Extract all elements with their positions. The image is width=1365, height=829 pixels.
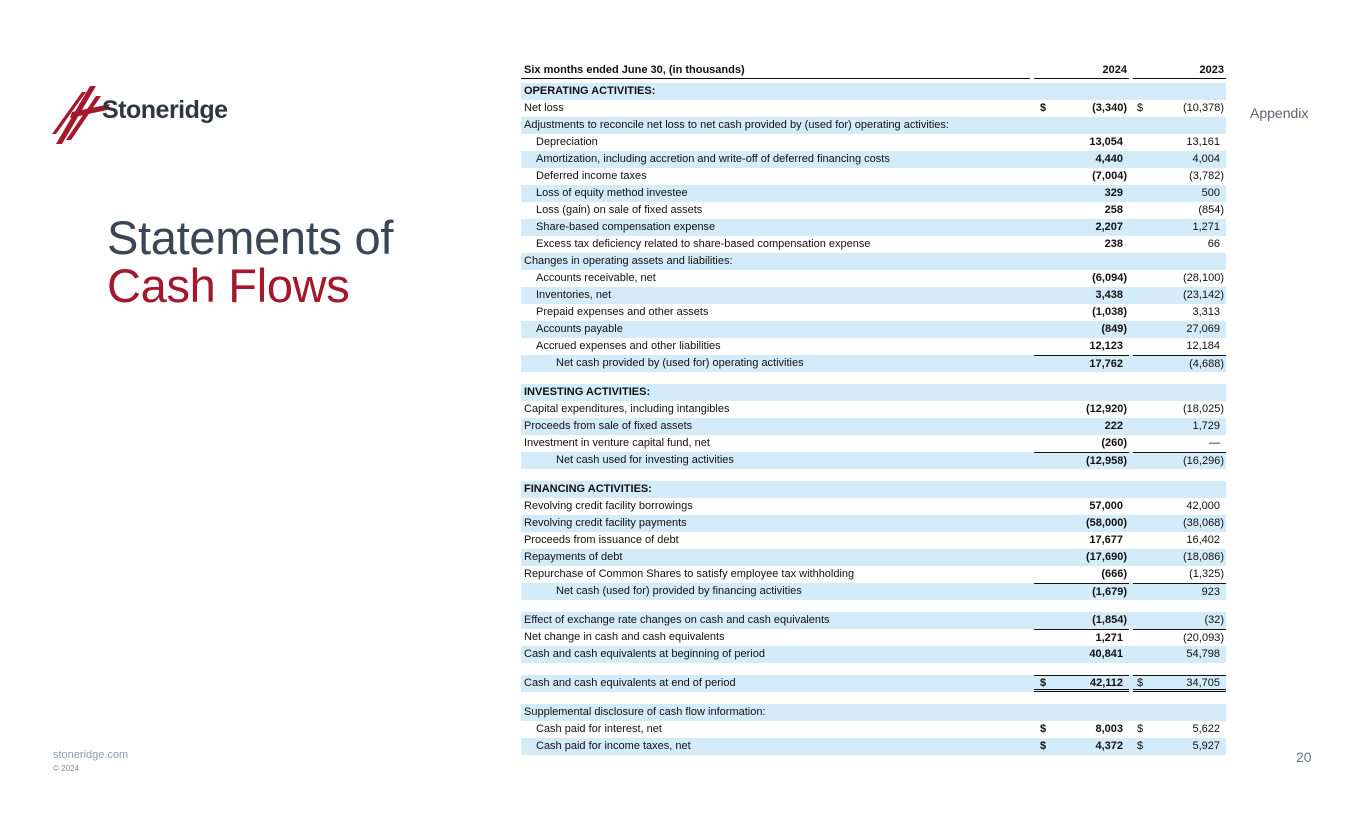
dollar-sign: $: [1040, 102, 1047, 114]
cell-value: (28,100): [1183, 272, 1224, 284]
row-label: Accrued expenses and other liabilities: [536, 340, 721, 352]
row-spacer: [521, 663, 1226, 675]
row-label: Revolving credit facility borrowings: [524, 500, 693, 512]
cell-value: (1,854): [1092, 614, 1127, 626]
slide-title: [107, 211, 394, 312]
table-total-row: [521, 355, 1226, 372]
cell-value: 42,112: [1089, 677, 1123, 689]
table-row: [521, 612, 1226, 629]
row-label: Cash and cash equivalents at beginning of period: [524, 648, 765, 660]
cell-value: (260): [1101, 437, 1127, 449]
value-2024: [1034, 151, 1129, 168]
table-row: [521, 270, 1226, 287]
value-2024: [1034, 100, 1129, 117]
row-label: Net cash used for investing activities: [556, 454, 734, 466]
value-2023: [1133, 612, 1226, 629]
footer-copyright: © 2024: [53, 764, 79, 773]
cell-value: (4,688): [1189, 358, 1224, 370]
value-2024: [1034, 515, 1129, 532]
table-row: [521, 401, 1226, 418]
cell-value: (849): [1101, 323, 1127, 335]
cell-value: 13,054: [1089, 136, 1123, 148]
cell-value: 66: [1207, 238, 1220, 250]
cell-value: 5,927: [1192, 740, 1220, 752]
cell-value: 5,622: [1192, 723, 1220, 735]
table-row: [521, 134, 1226, 151]
cell-value: —: [1209, 437, 1220, 449]
cell-value: (854): [1198, 204, 1224, 216]
value-2024: [1034, 236, 1129, 253]
table-row: [521, 675, 1226, 692]
value-2023: [1133, 219, 1226, 236]
value-2023: [1133, 721, 1226, 738]
cell-value: 57,000: [1089, 500, 1123, 512]
value-2024: [1034, 721, 1129, 738]
dollar-sign: $: [1137, 723, 1144, 735]
table-row: [521, 646, 1226, 663]
row-label: Proceeds from issuance of debt: [524, 534, 679, 546]
cell-value: 16,402: [1186, 534, 1220, 546]
row-label: Revolving credit facility payments: [524, 517, 687, 529]
cell-value: 238: [1104, 238, 1123, 250]
cell-value: 1,729: [1192, 420, 1220, 432]
value-2023: [1133, 134, 1226, 151]
table-body: [521, 83, 1226, 755]
cell-value: 3,438: [1095, 289, 1123, 301]
page-number: 20: [1296, 749, 1312, 765]
row-label: Loss of equity method investee: [536, 187, 688, 199]
row-spacer: [521, 372, 1226, 384]
row-spacer: [521, 469, 1226, 481]
row-label: Repayments of debt: [524, 551, 623, 563]
value-2023: [1133, 355, 1226, 373]
section-label: Appendix: [1250, 105, 1309, 121]
value-2023: [1133, 418, 1226, 435]
dollar-sign: $: [1137, 677, 1144, 689]
table-row: [521, 219, 1226, 236]
value-2023: [1133, 532, 1226, 549]
value-2023: [1133, 401, 1226, 418]
value-2024: [1034, 675, 1129, 692]
title-line-2: Cash Flows: [107, 259, 350, 312]
row-label: Inventories, net: [536, 289, 612, 301]
row-spacer: [521, 692, 1226, 704]
row-label: Cash paid for interest, net: [536, 723, 662, 735]
cell-value: 27,069: [1186, 323, 1220, 335]
row-label: Cash and cash equivalents at end of period: [524, 677, 736, 689]
cell-value: (32): [1204, 614, 1224, 626]
value-2023: [1133, 338, 1226, 355]
dollar-sign: $: [1137, 740, 1144, 752]
cell-value: (20,093): [1183, 632, 1224, 644]
table-header: [521, 62, 1226, 78]
cash-flow-table: [521, 62, 1226, 755]
value-2023: [1133, 287, 1226, 304]
value-2023: [1133, 675, 1226, 692]
value-2024: [1034, 738, 1129, 755]
value-2024: [1034, 202, 1129, 219]
table-row: [521, 100, 1226, 117]
cell-value: (1,325): [1189, 568, 1224, 580]
header-label: Six months ended June 30, (in thousands): [521, 62, 1030, 79]
row-label: Net cash provided by (used for) operating activities: [556, 357, 804, 369]
value-2023: [1133, 549, 1226, 566]
table-row: [521, 117, 1226, 134]
table-row: [521, 151, 1226, 168]
cell-value: (38,068): [1183, 517, 1224, 529]
value-2024: [1034, 134, 1129, 151]
value-2024: [1034, 338, 1129, 355]
row-label: Effect of exchange rate changes on cash and cash equivalents: [524, 614, 830, 626]
value-2023: [1133, 168, 1226, 185]
value-2024: [1034, 583, 1129, 601]
table-total-row: [521, 629, 1226, 646]
row-label: Capital expenditures, including intangibles: [524, 403, 730, 415]
cell-value: (58,000): [1086, 517, 1127, 529]
table-row: [521, 704, 1226, 721]
cell-value: (1,038): [1092, 306, 1127, 318]
cell-value: 500: [1201, 187, 1220, 199]
table-row: [521, 481, 1226, 498]
table-row: [521, 384, 1226, 401]
row-label: Cash paid for income taxes, net: [536, 740, 691, 752]
value-2024: [1034, 219, 1129, 236]
cell-value: (12,920): [1086, 403, 1127, 415]
dollar-sign: $: [1040, 723, 1047, 735]
table-row: [521, 185, 1226, 202]
table-row: [521, 435, 1226, 452]
value-2024: [1034, 418, 1129, 435]
cell-value: 12,184: [1186, 340, 1220, 352]
cell-value: (666): [1101, 568, 1127, 580]
value-2023: [1133, 583, 1226, 601]
cell-value: 34,705: [1186, 677, 1220, 689]
cell-value: (6,094): [1092, 272, 1127, 284]
table-row: [521, 738, 1226, 755]
cell-value: 17,677: [1089, 534, 1123, 546]
cell-value: 1,271: [1095, 632, 1123, 644]
row-label: Net cash (used for) provided by financing activities: [556, 585, 802, 597]
table-row: [521, 168, 1226, 185]
table-row: [521, 304, 1226, 321]
row-label: Changes in operating assets and liabilities:: [524, 255, 733, 267]
table-row: [521, 287, 1226, 304]
row-label: OPERATING ACTIVITIES:: [524, 85, 656, 97]
value-2024: [1034, 452, 1129, 470]
value-2024: [1034, 355, 1129, 373]
value-2023: [1133, 498, 1226, 515]
cell-value: 8,003: [1095, 723, 1123, 735]
table-row: [521, 202, 1226, 219]
table-row: [521, 418, 1226, 435]
value-2023: [1133, 452, 1226, 470]
row-label: Adjustments to reconcile net loss to net cash provided by (used for) operating activities:: [524, 119, 949, 131]
value-2024: [1034, 498, 1129, 515]
value-2024: [1034, 566, 1129, 583]
title-line-1: Statements of: [107, 211, 394, 264]
value-2023: [1133, 515, 1226, 532]
value-2023: [1133, 566, 1226, 583]
value-2024: [1034, 270, 1129, 287]
cell-value: (10,378): [1183, 102, 1224, 114]
cell-value: 13,161: [1186, 136, 1220, 148]
cell-value: 3,313: [1192, 306, 1220, 318]
row-label: Investment in venture capital fund, net: [524, 437, 710, 449]
cell-value: (18,086): [1183, 551, 1224, 563]
row-label: Prepaid expenses and other assets: [536, 306, 709, 318]
cell-value: 2,207: [1095, 221, 1123, 233]
value-2024: [1034, 435, 1129, 452]
value-2023: [1133, 629, 1226, 647]
row-label: INVESTING ACTIVITIES:: [524, 386, 651, 398]
value-2023: [1133, 151, 1226, 168]
cell-value: 42,000: [1186, 500, 1220, 512]
cell-value: 12,123: [1089, 340, 1123, 352]
row-label: Accounts payable: [536, 323, 623, 335]
row-label: Repurchase of Common Shares to satisfy employee tax withholding: [524, 568, 855, 580]
table-row: [521, 321, 1226, 338]
cell-value: (7,004): [1092, 170, 1127, 182]
table-row: [521, 515, 1226, 532]
value-2024: [1034, 532, 1129, 549]
value-2024: [1034, 401, 1129, 418]
row-label: Supplemental disclosure of cash flow information:: [524, 706, 766, 718]
cell-value: 17,762: [1089, 358, 1123, 370]
cell-value: (3,782): [1189, 170, 1224, 182]
table-total-row: [521, 583, 1226, 600]
dollar-sign: $: [1040, 740, 1047, 752]
cell-value: 4,440: [1095, 153, 1123, 165]
value-2023: [1133, 270, 1226, 287]
value-2023: [1133, 738, 1226, 755]
cell-value: (16,296): [1183, 455, 1224, 467]
value-2023: [1133, 236, 1226, 253]
table-row: [521, 236, 1226, 253]
cell-value: 4,372: [1095, 740, 1123, 752]
table-total-row: [521, 452, 1226, 469]
row-label: Accounts receivable, net: [536, 272, 656, 284]
cell-value: (3,340): [1092, 102, 1127, 114]
value-2024: [1034, 612, 1129, 629]
dollar-sign: $: [1040, 677, 1047, 689]
row-label: Depreciation: [536, 136, 598, 148]
value-2024: [1034, 185, 1129, 202]
value-2023: [1133, 100, 1226, 117]
row-label: Share-based compensation expense: [536, 221, 716, 233]
row-label: Loss (gain) on sale of fixed assets: [536, 204, 703, 216]
row-label: FINANCING ACTIVITIES:: [524, 483, 652, 495]
value-2024: [1034, 168, 1129, 185]
table-row: [521, 83, 1226, 100]
value-2024: [1034, 304, 1129, 321]
value-2023: [1133, 304, 1226, 321]
cell-value: 923: [1201, 586, 1220, 598]
cell-value: 258: [1104, 204, 1123, 216]
row-spacer: [521, 600, 1226, 612]
cell-value: 222: [1104, 420, 1123, 432]
cell-value: 4,004: [1192, 153, 1220, 165]
row-label: Net change in cash and cash equivalents: [524, 631, 725, 643]
value-2024: [1034, 321, 1129, 338]
cell-value: (17,690): [1086, 551, 1127, 563]
cell-value: (1,679): [1092, 586, 1127, 598]
header-2023: 2023: [1133, 62, 1226, 79]
cell-value: 1,271: [1192, 221, 1220, 233]
value-2024: [1034, 646, 1129, 663]
dollar-sign: $: [1137, 102, 1144, 114]
value-2024: [1034, 287, 1129, 304]
table-row: [521, 549, 1226, 566]
row-label: Excess tax deficiency related to share-based compensation expense: [536, 238, 871, 250]
row-label: Amortization, including accretion and write-off of deferred financing costs: [536, 153, 890, 165]
cell-value: (12,958): [1086, 455, 1127, 467]
row-label: Proceeds from sale of fixed assets: [524, 420, 693, 432]
svg-text:Stoneridge: Stoneridge: [102, 96, 228, 124]
row-label: Deferred income taxes: [536, 170, 647, 182]
cell-value: (23,142): [1183, 289, 1224, 301]
cell-value: 54,798: [1186, 648, 1220, 660]
stoneridge-logo: [52, 82, 228, 148]
cell-value: (18,025): [1183, 403, 1224, 415]
value-2023: [1133, 646, 1226, 663]
value-2024: [1034, 549, 1129, 566]
table-row: [521, 338, 1226, 355]
header-2024: 2024: [1034, 62, 1129, 79]
value-2023: [1133, 435, 1226, 452]
table-row: [521, 532, 1226, 549]
table-row: [521, 253, 1226, 270]
footer-website-link[interactable]: stoneridge.com: [53, 749, 129, 761]
value-2023: [1133, 202, 1226, 219]
cell-value: 329: [1104, 187, 1123, 199]
cell-value: 40,841: [1089, 648, 1123, 660]
table-row: [521, 498, 1226, 515]
value-2023: [1133, 185, 1226, 202]
value-2023: [1133, 321, 1226, 338]
value-2024: [1034, 629, 1129, 647]
row-label: Net loss: [524, 102, 564, 114]
table-row: [521, 721, 1226, 738]
table-row: [521, 566, 1226, 583]
